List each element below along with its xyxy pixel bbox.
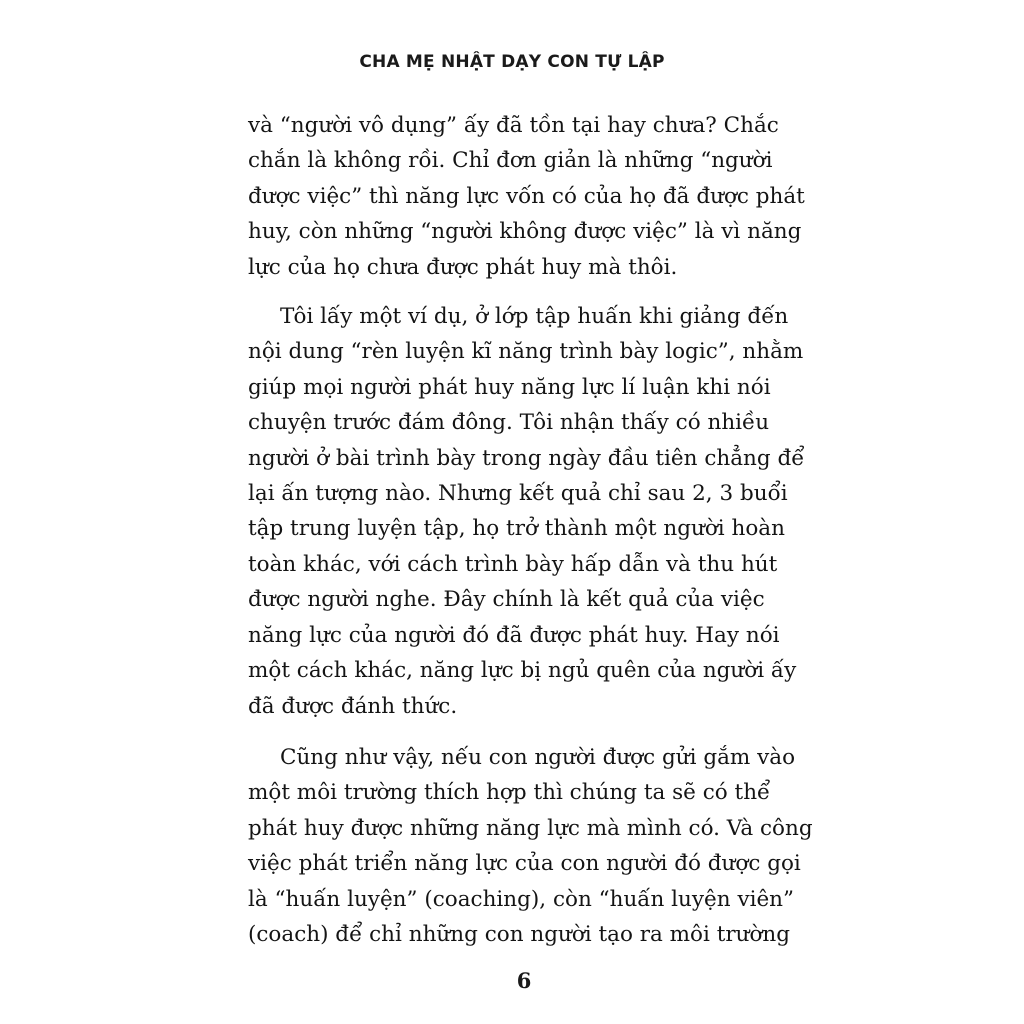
text-line: toàn khác, với cách trình bày hấp dẫn và thu hút <box>248 551 778 577</box>
text-line: và “người vô dụng” ấy đã tồn tại hay chưa? Chắc <box>248 113 779 138</box>
text-line: được người nghe. Đây chính là kết quả của việc <box>248 587 765 613</box>
text-line: Tôi lấy một ví dụ, ở lớp tập huấn khi giảng đến <box>280 304 789 330</box>
text-line: là “huấn luyện” (coaching), còn “huấn luyện viên” <box>248 886 795 912</box>
text-line: (coach) để chỉ những con người tạo ra môi trường <box>248 921 791 947</box>
text-line: lại ấn tượng nào. Nhưng kết quả chỉ sau 2, 3 buổi <box>248 481 788 507</box>
text-line: chuyện trước đám đông. Tôi nhận thấy có nhiều <box>248 410 770 436</box>
paragraph-continuation <box>248 108 808 285</box>
text-line: phát huy được những năng lực mà mình có. Và công <box>248 815 813 841</box>
text-line: huy, còn những “người không được việc” là vì năng <box>248 219 802 245</box>
text-line: nội dung “rèn luyện kĩ năng trình bày logic”, nhằm <box>248 339 804 365</box>
text-line: Cũng như vậy, nếu con người được gửi gắm vào <box>280 744 796 770</box>
text-line: giúp mọi người phát huy năng lực lí luận khi nói <box>248 374 771 400</box>
text-line: người ở bài trình bày trong ngày đầu tiên chẳng để <box>248 445 805 471</box>
body-text <box>248 108 813 968</box>
text-line: chắn là không rồi. Chỉ đơn giản là những “người <box>248 148 773 174</box>
paragraph-example <box>248 299 808 724</box>
paragraph-coaching <box>248 740 813 952</box>
text-line: một môi trường thích hợp thì chúng ta sẽ có thể <box>248 780 771 806</box>
text-line: đã được đánh thức. <box>248 693 458 719</box>
running-header: CHA MẸ NHẬT DẠY CON TỰ LẬP <box>359 52 665 72</box>
text-line: năng lực của người đó đã được phát huy. Hay nói <box>248 622 780 648</box>
text-line: một cách khác, năng lực bị ngủ quên của người ấy <box>248 658 797 684</box>
text-line: việc phát triển năng lực của con người đó được gọi <box>248 851 801 877</box>
text-line: được việc” thì năng lực vốn có của họ đã được phát <box>248 183 805 209</box>
text-line: tập trung luyện tập, họ trở thành một người hoàn <box>248 516 785 542</box>
page-number: 6 <box>516 968 532 993</box>
text-line: lực của họ chưa được phát huy mà thôi. <box>248 254 678 280</box>
